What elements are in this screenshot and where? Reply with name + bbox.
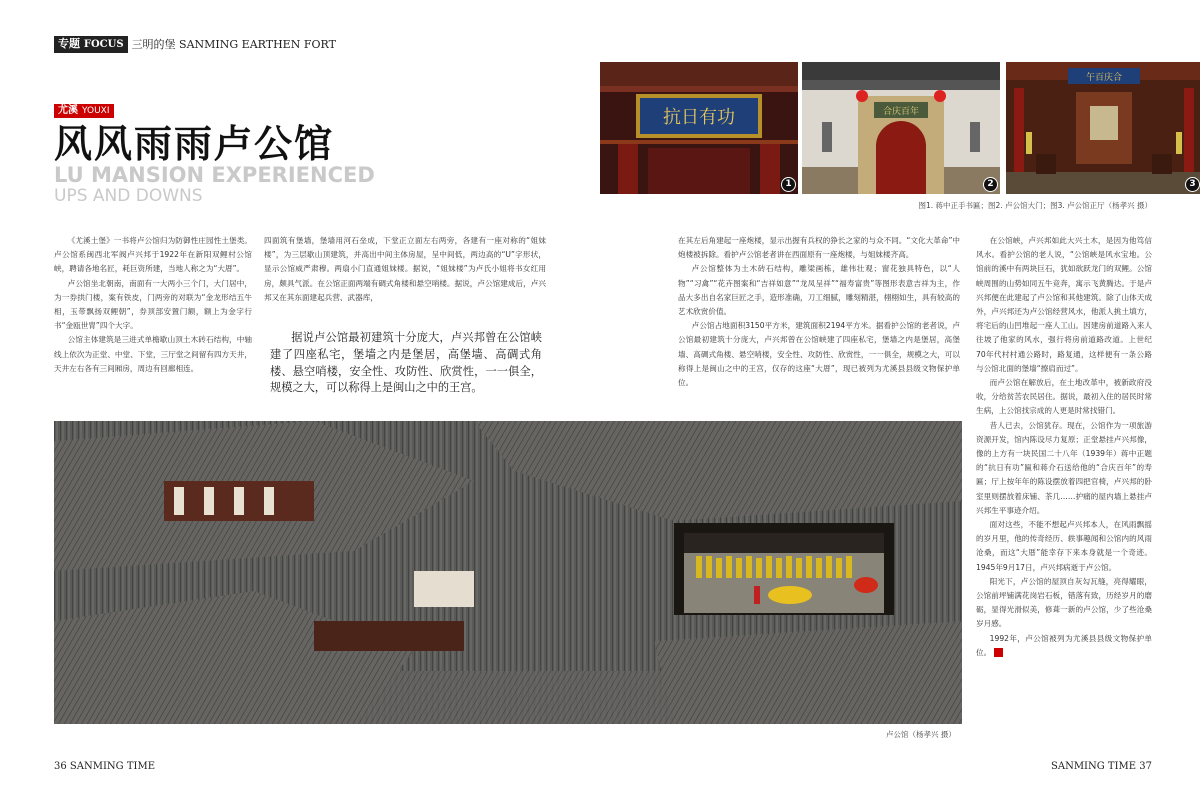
paragraph: 四面筑有堡墙，堡墙用河石垒成，下堂正立面左右两旁，各建有一座对称的“姐妹楼”，为三层歇山顶建筑，并高出中间主体房屋，呈中间低，两边高的“U”字形状，显示公馆威严肃穆。两扇小门直通姐妹楼。据说，“姐妹楼”为卢氏小姐将书女红用房，颇具气派。在公馆正面两端有碉式角楼和悬空哨楼。据说，卢公馆建成后，卢兴邦又在其东面建起兵营、武器库， xyxy=(264,236,546,302)
main-photo-rooftops xyxy=(54,421,962,724)
photo-gate xyxy=(802,62,1000,194)
paragraph: 《尤溪土堡》一书将卢公馆归为防御性庄园性土堡类。卢公馆系闽西北军阀卢兴邦于1922年在新阳双鲤村公馆峡，聘请各地名匠，耗巨资所建，当地人称之为“大厝”。 xyxy=(54,236,252,274)
page-header xyxy=(54,36,336,52)
paragraph: 昔人已去，公馆犹存。现在，公馆作为一项旅游资源开发，馆内陈设尽力复原；正堂悬挂卢兴邦像，像的上方有一块民国二十八年（1939年）蒋中正题的“抗日有功”匾和蒋介石送给他的“合庆百年”的寿匾；厅上按年年的陈设摆放着四把官椅，卢兴邦的卧室里则摆放着床铺、茶几……护痛的屋内墙上悬挂卢兴邦生平事迹介绍。 xyxy=(976,420,1152,515)
paragraph: 面对这些，不能不想起卢兴邦本人，在风雨飘摇的岁月里，他的传奇经历、轶事趣闻和公馆内的风雨沧桑，而这“大厝”能幸存下来本身就是一个奇迹。1945年9月17日，卢兴邦病逝于卢公馆。 xyxy=(976,520,1152,572)
paragraph: 卢公馆坐北朝南，南面有一大两小三个门，大门居中，为一券拱门楼，案有铁皮，门两旁的对联为“金龙形结五牛相，玉带飘扬双鲤朝”，券顶部安置门额，额上为金字行书“金瓯世胄”四个大字。 xyxy=(54,278,252,331)
gate-plaque-text: 合庆百年 xyxy=(882,107,920,117)
end-mark-icon: ■ xyxy=(994,648,1003,657)
footer-left: 36 SANMING TIME xyxy=(54,761,155,772)
section-label-cn: 尤溪 xyxy=(54,104,82,118)
pull-quote: 据说卢公馆最初建筑十分庞大，卢兴邦曾在公馆峡建了四座私宅，堡墙之内是堡居，高堡墙、高碉式角楼、悬空哨楼，安全性、攻防性、欣赏性，一一俱全，规模之大，可以称得上是闽山之中的王宫。 xyxy=(270,331,542,395)
section-label-en: YOUXI xyxy=(82,104,114,118)
focus-tag: 专题 FOCUS xyxy=(54,36,128,53)
main-photo-caption: 卢公馆（杨孝兴 摄） xyxy=(886,730,956,739)
paragraph: 卢公馆整体为土木砖石结构，雕梁画栋，雄伟壮观；窗花独具特色，以“人物”“习禽”“花卉图案和“吉祥如意”“龙凤呈祥”“福寿富贵”等图形表意吉祥为主，作品大多出自名家巨匠之手，造形准确，刀工细腻，雕刻精湛，栩栩如生，具有较高的艺术欣赏价值。 xyxy=(678,264,960,317)
paragraph: 而卢公馆在解放后，在土地改革中，被新政府没收，分给贫苦农民居住。据说，最初入住的居民时常生病，上公馆找宗成的人更是时常找错门。 xyxy=(976,378,1152,416)
footer-right: SANMING TIME 37 xyxy=(1051,761,1152,772)
photo-number-3: 3 xyxy=(1185,177,1200,192)
body-column-4 xyxy=(976,234,1152,716)
body-column-3 xyxy=(678,234,960,406)
plaque-text: 抗日有功 xyxy=(663,107,735,128)
article-title: 风风雨雨卢公馆 xyxy=(54,121,335,166)
body-column-1 xyxy=(54,234,252,406)
series-subtitle: 三明的堡 SANMING EARTHEN FORT xyxy=(131,38,336,51)
paragraph: 在其左后角建起一座炮楼，显示出握有兵权的狰长之家的与众不同。“文化大革命”中炮楼被拆除。看护卢公馆老者讲在西面原有一座炮楼，与姐妹楼齐高。 xyxy=(678,236,960,260)
paragraph: 公馆主体建筑是三进式单檐歇山顶土木砖石结构，中轴线上依次为正堂、中堂、下堂，三厅堂之间留有四方天井，天井左右各有三间厢房，周边有回廊相连。 xyxy=(54,335,252,373)
hall-plaque-text: 午百庆合 xyxy=(1085,73,1123,83)
paragraph: 卢公馆占地面积3150平方米，建筑面积2194平方米。据看护公馆的老者说，卢公馆最初建筑十分庞大，卢兴邦曾在公馆峡建了四座私宅，堡墙之内是堡居，高堡墙、高碉式角楼、悬空哨楼，安全性、攻防性、欣赏性，一一俱全，规模之大，可以称得上是闽山之中的王宫，仅存的这座“大厝”，现已被列为尤溪县县级文物保护单位。 xyxy=(678,321,960,388)
article-title-en-line2: UPS AND DOWNS xyxy=(54,186,203,206)
paragraph: 阳光下，卢公馆的屋顶自灰勾瓦缝，亮得耀眼，公馆前坪铺满花岗岩石板，错落有致，历经岁月的磨砺，显得光滑似美，修葺一新的卢公馆，少了些沧桑岁月感。 xyxy=(976,576,1152,629)
body-column-2 xyxy=(264,234,546,320)
photo-caption-top: 图1. 蒋中正手书匾；图2. 卢公馆大门；图3. 卢公馆正厅（杨孝兴 摄） xyxy=(918,201,1152,210)
paragraph: 1992年，卢公馆被列为尤溪县县级文物保护单位。 xyxy=(976,633,1152,657)
photo-hall xyxy=(1006,62,1200,194)
photo-number-2: 2 xyxy=(983,177,998,192)
section-label xyxy=(54,104,114,118)
article-title-en-line1: LU MANSION EXPERIENCED xyxy=(54,163,375,187)
paragraph: 在公馆峡，卢兴邦如此大兴土木，是因为他笃信风水。看护公馆的老人说，“公馆峡是风水宝地。公馆前的溪中有两块巨石，犹如欲跃龙门的双鲤。公馆峡周围的山势如同五牛竞奔，寓示飞黄腾达。于是卢兴邦便在此建起了卢公馆和其他建筑。除了山体天成外，卢兴邦还为卢公馆经营风水，他派人挑土填方，将宅后的山凹堆起一座人工山。因建房前道路入来人往坡了他家的风水，强行将房前道路改道。上世纪70年代村村通公路时，路复通，这样便有一条公路与公馆北面的堡墙“擦肩而过”。 xyxy=(976,236,1152,373)
photo-number-1: 1 xyxy=(781,177,796,192)
photo-plaque xyxy=(600,62,798,194)
